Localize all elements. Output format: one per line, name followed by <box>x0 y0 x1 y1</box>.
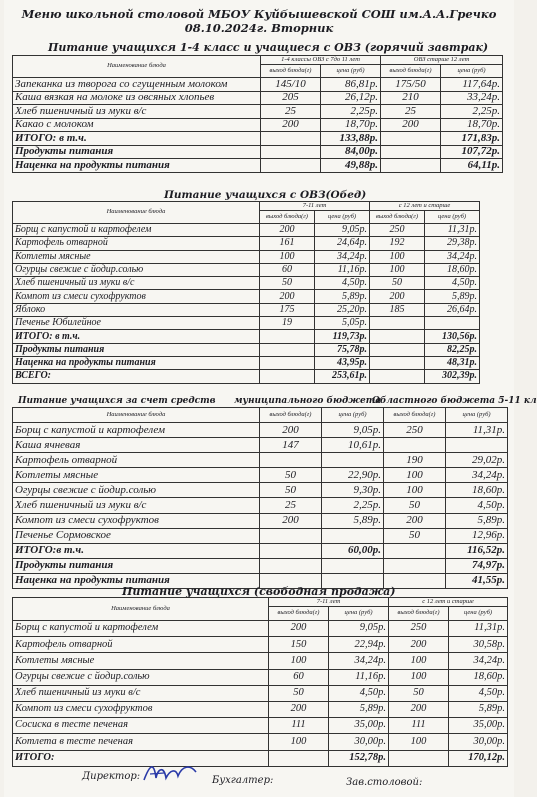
portion-cell <box>261 159 321 173</box>
price-cell: 170,12р. <box>449 750 508 766</box>
portion-cell: 200 <box>260 513 322 528</box>
price-cell: 24,64р. <box>315 237 370 250</box>
price-cell: 9,05р. <box>329 621 389 637</box>
portion-cell: 175/50 <box>381 78 441 92</box>
budget-table <box>12 407 508 589</box>
table-row <box>13 330 480 343</box>
dish-name-cell: Хлеб пшеничный из муки в/с <box>13 498 260 513</box>
price-cell: 18,70р. <box>441 118 503 132</box>
price-cell: 75,78р. <box>315 343 370 356</box>
price-cell: 43,95р. <box>315 356 370 369</box>
menu-sheet <box>4 0 537 797</box>
price-cell: 11,31р. <box>425 224 480 237</box>
price-cell: 64,11р. <box>441 159 503 173</box>
price-cell: 25,20р. <box>315 303 370 316</box>
portion-cell <box>370 356 425 369</box>
dish-name-cell: ИТОГО: в т.ч. <box>13 330 260 343</box>
portion-cell <box>370 343 425 356</box>
table-row <box>13 513 508 528</box>
dish-name-cell: Борщ с капустой и картофелем <box>13 224 260 237</box>
table-row <box>13 718 508 734</box>
portion-cell <box>389 750 449 766</box>
group-header-b: с 12 лет и старше <box>389 598 508 607</box>
section-heading-free-sale: Питание учащихся (свободная продажа) <box>122 585 396 598</box>
price-cell: 133,88р. <box>321 132 381 146</box>
portion-cell <box>370 317 425 330</box>
price-cell: 116,52р. <box>446 543 508 558</box>
price-cell: 4,50р. <box>329 685 389 701</box>
table-row <box>13 237 480 250</box>
portion-cell <box>381 145 441 159</box>
portion-cell: 200 <box>381 118 441 132</box>
portion-cell: 250 <box>389 621 449 637</box>
price-cell: 34,24р. <box>425 250 480 263</box>
dish-name-cell: Компот из смеси сухофруктов <box>13 701 269 717</box>
price-cell: 18,60р. <box>446 483 508 498</box>
free-sale-table <box>12 597 508 767</box>
table-row <box>13 91 503 105</box>
price-cell: 34,24р. <box>449 653 508 669</box>
price-cell: 35,00р. <box>449 718 508 734</box>
price-cell: 5,89р. <box>425 290 480 303</box>
dish-name-cell: Наценка на продукты питания <box>13 573 260 588</box>
dish-name-cell: Наценка на продукты питания <box>13 356 260 369</box>
col-header-out: выход блюда(г) <box>260 408 322 423</box>
dish-name-cell: Печенье Юбилейное <box>13 317 260 330</box>
lunch-table <box>12 201 480 384</box>
section-heading-lunch: Питание учащихся с ОВЗ(Обед) <box>164 189 367 201</box>
price-cell: 29,38р. <box>425 237 480 250</box>
col-header-name: Наименование блюда <box>13 408 260 423</box>
price-cell: 119,73р. <box>315 330 370 343</box>
price-cell: 30,00р. <box>449 734 508 750</box>
portion-cell: 100 <box>384 483 446 498</box>
portion-cell: 200 <box>389 637 449 653</box>
table-row <box>13 224 480 237</box>
portion-cell: 50 <box>384 528 446 543</box>
price-cell: 2,25р. <box>441 105 503 119</box>
portion-cell <box>260 453 322 468</box>
portion-cell: 100 <box>269 734 329 750</box>
section-heading-budget-municipal: муниципального бюджета <box>234 396 382 406</box>
dish-name-cell: Сосиска в тесте печеная <box>13 718 269 734</box>
portion-cell: 250 <box>384 423 446 438</box>
col-header-price: цена (руб) <box>425 211 480 224</box>
table-row <box>13 423 508 438</box>
table-row <box>13 653 508 669</box>
col-header-out: выход блюда(г) <box>260 211 315 224</box>
table-row <box>13 468 508 483</box>
portion-cell: 111 <box>269 718 329 734</box>
table-row <box>13 637 508 653</box>
dish-name-cell: Каша ячневая <box>13 438 260 453</box>
group-header-a: 1-4 классы ОВЗ с 7до 11 лет <box>261 56 381 65</box>
dish-name-cell: Котлета в тесте печеная <box>13 734 269 750</box>
price-cell: 41,55р. <box>446 573 508 588</box>
table-row <box>13 356 480 369</box>
col-header-out: выход блюда(г) <box>370 211 425 224</box>
col-header-out: выход блюда(г) <box>261 65 321 78</box>
col-header-price: цена (руб) <box>449 607 508 621</box>
menu-title: Меню школьной столовой МБОУ Куйбышевской СОШ им.А.А.Гречко <box>21 7 497 21</box>
dish-name-cell: Компот из смеси сухофруктов <box>13 290 260 303</box>
dish-name-cell: Картофель отварной <box>13 453 260 468</box>
portion-cell <box>261 132 321 146</box>
portion-cell: 50 <box>260 468 322 483</box>
dish-name-cell: ИТОГО: в т.ч. <box>13 132 261 146</box>
price-cell: 34,24р. <box>446 468 508 483</box>
portion-cell <box>260 528 322 543</box>
portion-cell: 100 <box>389 734 449 750</box>
price-cell: 18,70р. <box>321 118 381 132</box>
table-row <box>13 621 508 637</box>
portion-cell: 50 <box>269 685 329 701</box>
portion-cell: 25 <box>261 105 321 119</box>
canteen-manager-label: Зав.столовой: <box>346 777 423 788</box>
price-cell <box>425 317 480 330</box>
section-heading-budget-regional: Областного бюджета 5-11 кл <box>372 396 537 406</box>
table-row <box>13 317 480 330</box>
dish-name-cell: Хлеб пшеничный из муки в/с <box>13 277 260 290</box>
portion-cell <box>384 438 446 453</box>
price-cell: 10,61р. <box>322 438 384 453</box>
portion-cell: 60 <box>269 669 329 685</box>
group-header-b: ОВЗ старше 12 лет <box>381 56 503 65</box>
portion-cell <box>260 543 322 558</box>
dish-name-cell: ИТОГО: <box>13 750 269 766</box>
portion-cell: 145/10 <box>261 78 321 92</box>
portion-cell: 200 <box>384 513 446 528</box>
portion-cell: 175 <box>260 303 315 316</box>
portion-cell: 210 <box>381 91 441 105</box>
table-row <box>13 543 508 558</box>
price-cell: 84,00р. <box>321 145 381 159</box>
portion-cell: 200 <box>261 118 321 132</box>
table-row <box>13 78 503 92</box>
dish-name-cell: ВСЕГО: <box>13 370 260 383</box>
portion-cell <box>261 145 321 159</box>
dish-name-cell: Каша вязкая на молоке из овсяных хлопьев <box>13 91 261 105</box>
table-row <box>13 438 508 453</box>
table-row <box>13 145 503 159</box>
col-header-name: Наименование блюда <box>13 56 261 78</box>
price-cell: 22,94р. <box>329 637 389 653</box>
price-cell: 152,78р. <box>329 750 389 766</box>
col-header-out: выход блюда(г) <box>389 607 449 621</box>
dish-name-cell: Борщ с капустой и картофелем <box>13 423 260 438</box>
portion-cell <box>260 330 315 343</box>
portion-cell: 200 <box>260 423 322 438</box>
price-cell <box>322 558 384 573</box>
price-cell: 74,97р. <box>446 558 508 573</box>
col-header-price: цена (руб) <box>441 65 503 78</box>
table-row <box>13 159 503 173</box>
dish-name-cell: Компот из смеси сухофруктов <box>13 513 260 528</box>
portion-cell: 200 <box>269 621 329 637</box>
col-header-name: Наименование блюда <box>13 202 260 224</box>
table-row <box>13 303 480 316</box>
portion-cell <box>260 343 315 356</box>
price-cell: 4,50р. <box>446 498 508 513</box>
portion-cell: 100 <box>260 250 315 263</box>
table-row <box>13 558 508 573</box>
price-cell: 5,89р. <box>449 701 508 717</box>
price-cell: 34,24р. <box>315 250 370 263</box>
dish-name-cell: Котлеты мясные <box>13 250 260 263</box>
col-header-out: выход блюда(г) <box>269 607 329 621</box>
table-row <box>13 453 508 468</box>
portion-cell: 50 <box>370 277 425 290</box>
col-header-price: цена (руб) <box>446 408 508 423</box>
table-row <box>13 498 508 513</box>
price-cell <box>446 438 508 453</box>
price-cell: 2,25р. <box>321 105 381 119</box>
table-row <box>13 750 508 766</box>
price-cell: 35,00р. <box>329 718 389 734</box>
portion-cell: 100 <box>389 669 449 685</box>
price-cell: 34,24р. <box>329 653 389 669</box>
portion-cell: 205 <box>261 91 321 105</box>
col-header-out: выход блюда(г) <box>381 65 441 78</box>
group-header-a: 7-11 лет <box>269 598 389 607</box>
price-cell: 30,58р. <box>449 637 508 653</box>
price-cell: 11,16р. <box>315 263 370 276</box>
section-heading-breakfast: Питание учащихся 1-4 класс и учащиеся с ОВЗ (горячий завтрак) <box>48 41 489 54</box>
portion-cell: 200 <box>269 701 329 717</box>
portion-cell: 250 <box>370 224 425 237</box>
portion-cell: 25 <box>260 498 322 513</box>
price-cell: 5,89р. <box>322 513 384 528</box>
table-row <box>13 263 480 276</box>
portion-cell: 190 <box>384 453 446 468</box>
dish-name-cell: Котлеты мясные <box>13 653 269 669</box>
portion-cell: 192 <box>370 237 425 250</box>
price-cell: 107,72р. <box>441 145 503 159</box>
dish-name-cell: Печенье Сормовское <box>13 528 260 543</box>
dish-name-cell: Наценка на продукты питания <box>13 159 261 173</box>
table-row <box>13 105 503 119</box>
price-cell: 11,31р. <box>446 423 508 438</box>
price-cell: 9,30р. <box>322 483 384 498</box>
price-cell: 253,61р. <box>315 370 370 383</box>
table-row <box>13 528 508 543</box>
price-cell: 86,81р. <box>321 78 381 92</box>
table-row <box>13 685 508 701</box>
table-row <box>13 701 508 717</box>
price-cell: 33,24р. <box>441 91 503 105</box>
dish-name-cell: Борщ с капустой и картофелем <box>13 621 269 637</box>
price-cell: 5,89р. <box>315 290 370 303</box>
price-cell: 18,60р. <box>449 669 508 685</box>
table-row <box>13 483 508 498</box>
price-cell: 60,00р. <box>322 543 384 558</box>
table-row <box>13 290 480 303</box>
section-heading-budget: Питание учащихся за счет средств <box>18 396 216 406</box>
table-row <box>13 132 503 146</box>
col-header-price: цена (руб) <box>321 65 381 78</box>
table-row <box>13 370 480 383</box>
breakfast-table <box>12 55 503 173</box>
col-header-name: Наименование блюда <box>13 598 269 621</box>
dish-name-cell: Огурцы свежие с йодир.солью <box>13 669 269 685</box>
portion-cell: 50 <box>384 498 446 513</box>
portion-cell <box>269 750 329 766</box>
price-cell: 82,25р. <box>425 343 480 356</box>
portion-cell <box>370 330 425 343</box>
portion-cell <box>370 370 425 383</box>
portion-cell: 50 <box>260 483 322 498</box>
director-label: Директор: <box>82 771 141 782</box>
price-cell: 2,25р. <box>322 498 384 513</box>
dish-name-cell: Запеканка из творога со сгущенным молоком <box>13 78 261 92</box>
price-cell: 130,56р. <box>425 330 480 343</box>
portion-cell <box>260 370 315 383</box>
table-row <box>13 734 508 750</box>
group-header-a: 7-11 лет <box>260 202 370 211</box>
portion-cell: 200 <box>260 290 315 303</box>
price-cell: 12,96р. <box>446 528 508 543</box>
table-row <box>13 669 508 685</box>
price-cell: 302,39р. <box>425 370 480 383</box>
portion-cell: 147 <box>260 438 322 453</box>
dish-name-cell: Картофель отварной <box>13 637 269 653</box>
dish-name-cell: Продукты питания <box>13 343 260 356</box>
portion-cell: 100 <box>384 468 446 483</box>
price-cell: 4,50р. <box>315 277 370 290</box>
price-cell: 9,05р. <box>315 224 370 237</box>
price-cell <box>322 528 384 543</box>
portion-cell: 200 <box>389 701 449 717</box>
price-cell: 26,12р. <box>321 91 381 105</box>
price-cell: 4,50р. <box>449 685 508 701</box>
portion-cell: 161 <box>260 237 315 250</box>
dish-name-cell: Огурцы свежие с йодир.солью <box>13 263 260 276</box>
portion-cell <box>381 159 441 173</box>
portion-cell <box>384 543 446 558</box>
price-cell: 117,64р. <box>441 78 503 92</box>
table-row <box>13 250 480 263</box>
portion-cell: 100 <box>370 250 425 263</box>
col-header-price: цена (руб) <box>329 607 389 621</box>
dish-name-cell: Хлеб пшеничный из муки в/с <box>13 685 269 701</box>
price-cell: 49,88р. <box>321 159 381 173</box>
dish-name-cell: Котлеты мясные <box>13 468 260 483</box>
price-cell: 29,02р. <box>446 453 508 468</box>
price-cell: 9,05р. <box>322 423 384 438</box>
price-cell: 30,00р. <box>329 734 389 750</box>
col-header-price: цена (руб) <box>315 211 370 224</box>
menu-date: 08.10.2024г. Вторник <box>184 21 334 35</box>
price-cell: 18,60р. <box>425 263 480 276</box>
dish-name-cell: Яблоко <box>13 303 260 316</box>
price-cell: 5,89р. <box>446 513 508 528</box>
portion-cell: 100 <box>269 653 329 669</box>
table-row <box>13 343 480 356</box>
portion-cell: 100 <box>389 653 449 669</box>
director-signature <box>140 760 200 786</box>
portion-cell: 150 <box>269 637 329 653</box>
portion-cell <box>381 132 441 146</box>
portion-cell <box>260 558 322 573</box>
price-cell <box>322 453 384 468</box>
portion-cell: 19 <box>260 317 315 330</box>
dish-name-cell: Какао с молоком <box>13 118 261 132</box>
portion-cell: 25 <box>381 105 441 119</box>
dish-name-cell: ИТОГО:в т.ч. <box>13 543 260 558</box>
portion-cell: 200 <box>370 290 425 303</box>
portion-cell: 200 <box>260 224 315 237</box>
price-cell: 5,05р. <box>315 317 370 330</box>
price-cell: 4,50р. <box>425 277 480 290</box>
portion-cell <box>384 558 446 573</box>
price-cell: 171,83р. <box>441 132 503 146</box>
col-header-price: цена (руб) <box>322 408 384 423</box>
accountant-label: Бухгалтер: <box>212 775 274 786</box>
dish-name-cell: Хлеб пшеничный из муки в/с <box>13 105 261 119</box>
portion-cell: 50 <box>389 685 449 701</box>
col-header-out: выход блюда(г) <box>384 408 446 423</box>
table-row <box>13 277 480 290</box>
price-cell: 5,89р. <box>329 701 389 717</box>
portion-cell: 100 <box>370 263 425 276</box>
portion-cell: 111 <box>389 718 449 734</box>
portion-cell: 60 <box>260 263 315 276</box>
dish-name-cell: Картофель отварной <box>13 237 260 250</box>
price-cell: 48,31р. <box>425 356 480 369</box>
table-row <box>13 118 503 132</box>
dish-name-cell: Продукты питания <box>13 145 261 159</box>
price-cell: 22,90р. <box>322 468 384 483</box>
dish-name-cell: Продукты питания <box>13 558 260 573</box>
portion-cell: 185 <box>370 303 425 316</box>
portion-cell <box>260 356 315 369</box>
dish-name-cell: Огурцы свежие с йодир.солью <box>13 483 260 498</box>
portion-cell: 50 <box>260 277 315 290</box>
group-header-b: с 12 лет и старше <box>370 202 480 211</box>
price-cell: 11,31р. <box>449 621 508 637</box>
price-cell: 26,64р. <box>425 303 480 316</box>
price-cell: 11,16р. <box>329 669 389 685</box>
